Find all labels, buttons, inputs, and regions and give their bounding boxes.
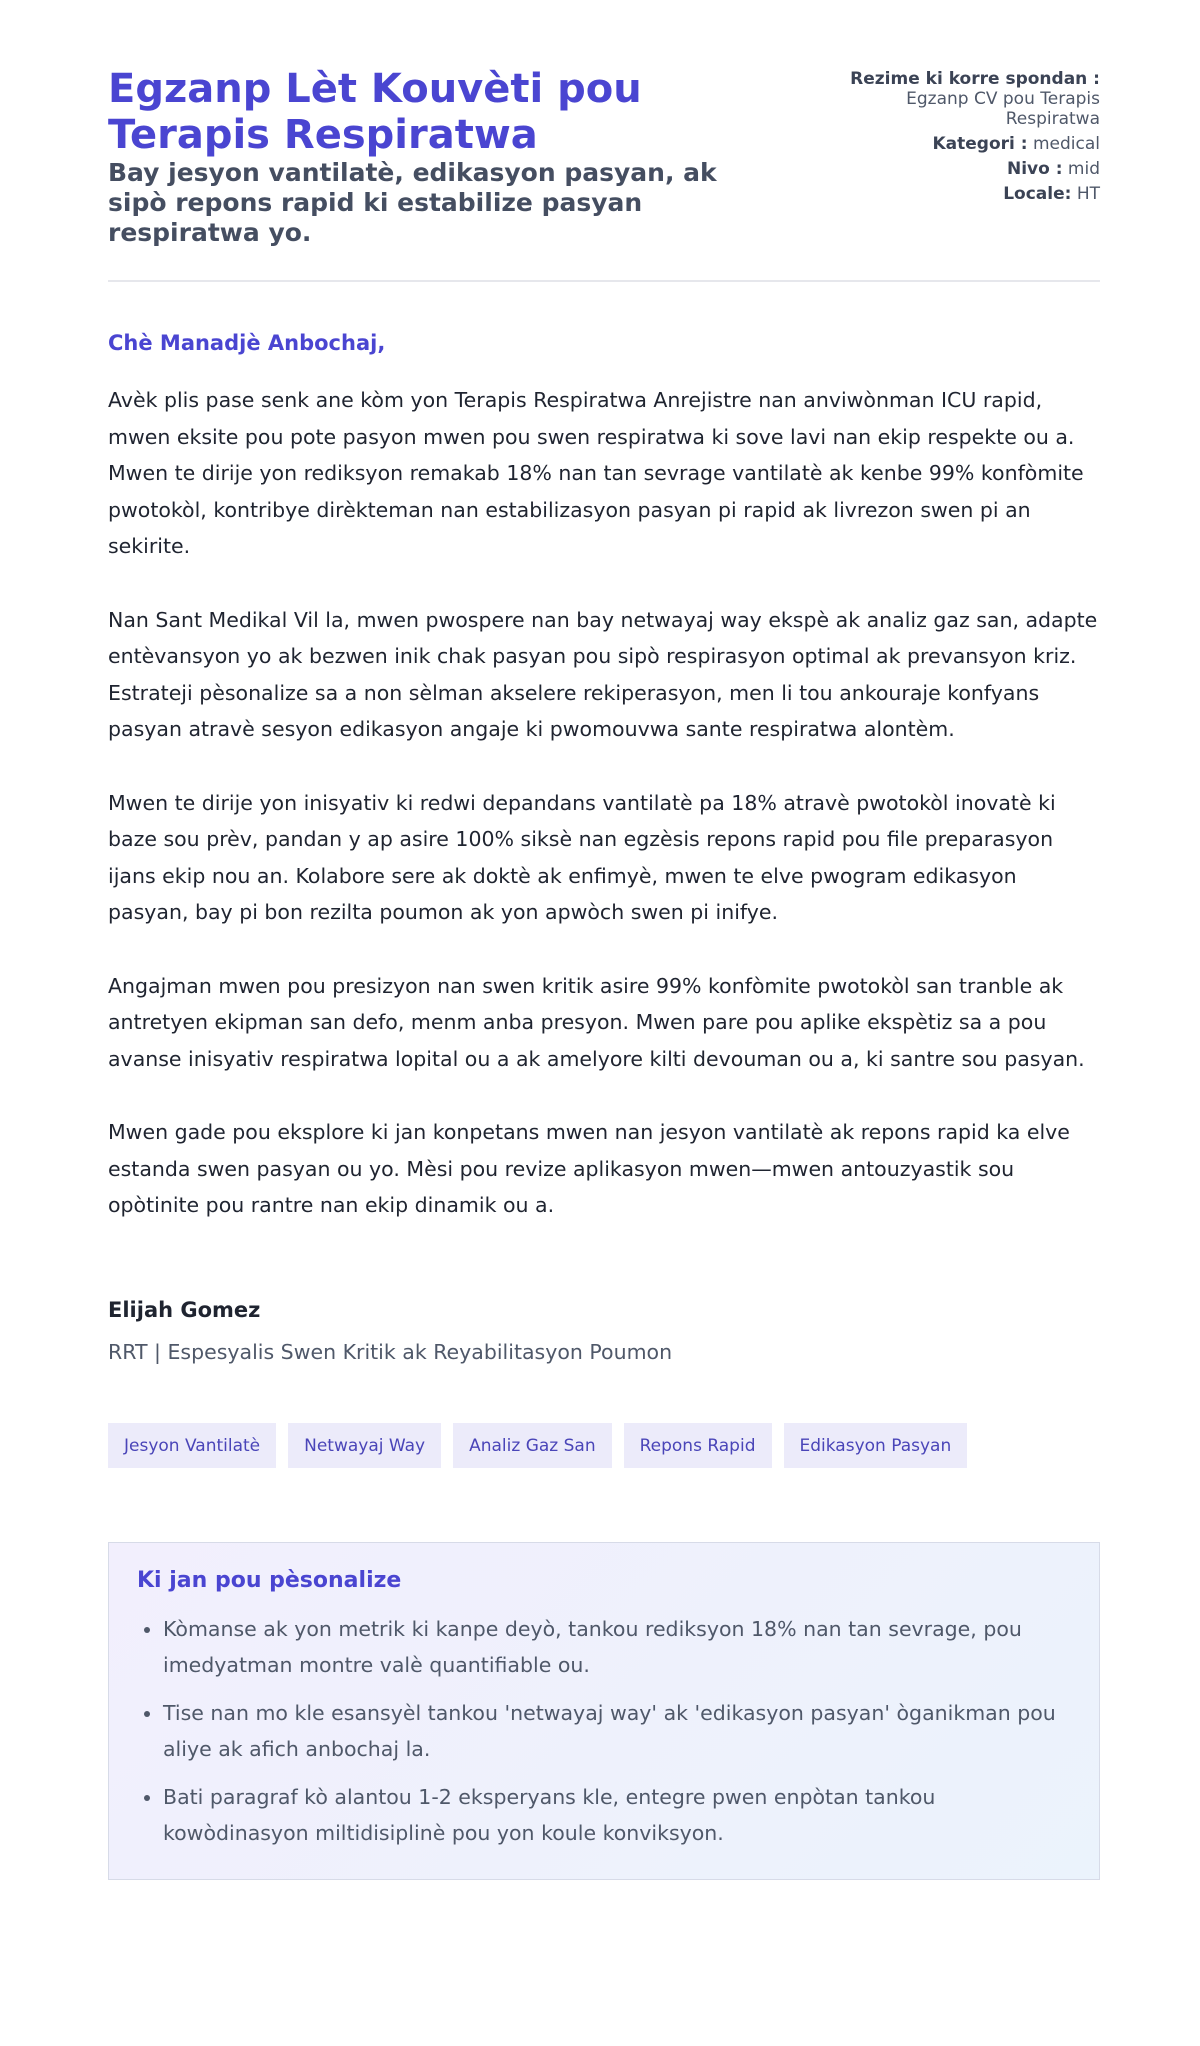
letter-salutation: Chè Manadjè Anbochaj, (108, 331, 386, 355)
skill-tag: Jesyon Vantilatè (108, 1423, 276, 1468)
meta-summary (810, 69, 1100, 129)
meta-panel (810, 66, 1100, 209)
cover-letter-page (108, 66, 1100, 1880)
meta-level-value: mid (1067, 159, 1100, 179)
signature-title: RRT | Espesyalis Swen Kritik ak Reyabilitasyon Poumon (108, 1339, 673, 1364)
skill-tag: Edikasyon Pasyan (784, 1423, 968, 1468)
meta-level (810, 159, 1100, 179)
meta-category-label: Kategori : (932, 134, 1028, 154)
meta-locale-label: Locale: (1003, 184, 1072, 204)
skill-tag: Analiz Gaz San (453, 1423, 612, 1468)
letter-body (108, 382, 1100, 1224)
letter-header (108, 66, 1100, 282)
meta-locale-value: HT (1076, 184, 1100, 204)
customization-tips-box (108, 1542, 1100, 1880)
meta-level-label: Nivo : (1006, 159, 1063, 179)
letter-paragraph: Angajman mwen pou presizyon nan swen kritik asire 99% konfòmite pwotokòl san tranble ak antretyen ekipman san defo, menm anba presyon. Mwen pare pou aplike ekspètiz sa a pou avanse inisyativ respiratwa lopital ou a ak amelyore kilti devouman ou a, ki santre sou pasyan. (108, 973, 1085, 1071)
letter-paragraph: Avèk plis pase senk ane kòm yon Terapis Respiratwa Anrejistre nan anviwònman ICU rapid, mwen eksite pou pote pasyon mwen pou swen respiratwa ki sove lavi nan ekip respekte ou a. Mwen te dirije yon rediksyon remakab 18% nan tan sevrage vantilatè ak kenbe 99% konfòmite pwotokòl, kontribye dirèkteman nan estabilizasyon pasyan pi rapid ak livrezon swen pi an sekirite. (108, 388, 1084, 558)
letter-paragraph: Mwen te dirije yon inisyativ ki redwi depandans vantilatè pa 18% atravè pwotokòl inovatè ki baze sou prèv, pandan y ap asire 100% siksè nan egzèsis repons rapid pou file preparasyon ijans ekip nou an. Kolabore sere ak doktè ak enfimyè, mwen te elve pwogram edikasyon pasyan, bay pi bon rezilta poumon ak yon apwòch swen pi inifye. (108, 790, 1056, 924)
tips-title: Ki jan pou pèsonalize (137, 1567, 402, 1593)
page-subtitle: Bay jesyon vantilatè, edikasyon pasyan, ak sipò repons rapid ki estabilize pasyan respiratwa yo. (108, 158, 717, 247)
skill-tag: Repons Rapid (624, 1423, 772, 1468)
tips-list-item: • Bati paragraf kò alantou 1-2 eksperyans kle, entegre pwen enpòtan tankou kowòdinasyon miltidisiplinè pou yon koule konviksyon. (163, 1779, 1071, 1851)
meta-summary-label: Rezime ki korre spondan : (850, 69, 1100, 89)
tips-list (137, 1611, 1071, 1851)
meta-locale (810, 184, 1100, 204)
letter-paragraph: Nan Sant Medikal Vil la, mwen pwospere nan bay netwayaj way ekspè ak analiz gaz san, adapte entèvansyon yo ak bezwen inik chak pasyan pou sipò respirasyon optimal ak prevansyon kriz. Estrateji pèsonalize sa a non sèlman akselere rekiperasyon, men li tou ankouraje konfyans pasyan atravè sesyon edikasyon angaje ki pwomouvwa sante respiratwa alontèm. (108, 607, 1098, 741)
skill-tag: Netwayaj Way (288, 1423, 441, 1468)
tips-list-item: • Tise nan mo kle esansyèl tankou 'netwayaj way' ak 'edikasyon pasyan' òganikman pou aliye ak afich anbochaj la. (163, 1695, 1071, 1767)
header-title-block (108, 66, 758, 248)
signature-block (108, 1297, 1100, 1365)
skill-tags (108, 1423, 1100, 1468)
letter-paragraph: Mwen gade pou eksplore ki jan konpetans mwen nan jesyon vantilatè ak repons rapid ka elve estanda swen pasyan ou yo. Mèsi pou revize aplikasyon mwen—mwen antouzyastik sou opòtinite pou rantre nan ekip dinamik ou a. (108, 1120, 1070, 1217)
meta-category (810, 134, 1100, 154)
page-title: Egzanp Lèt Kouvèti pou Terapis Respiratwa (108, 66, 642, 158)
signature-name: Elijah Gomez (108, 1297, 261, 1322)
tips-list-item: • Kòmanse ak yon metrik ki kanpe deyò, tankou rediksyon 18% nan tan sevrage, pou imedyatman montre valè quantifiable ou. (163, 1611, 1071, 1683)
meta-summary-value: Egzanp CV pou Terapis Respiratwa (906, 89, 1100, 129)
meta-category-value: medical (1032, 134, 1100, 154)
